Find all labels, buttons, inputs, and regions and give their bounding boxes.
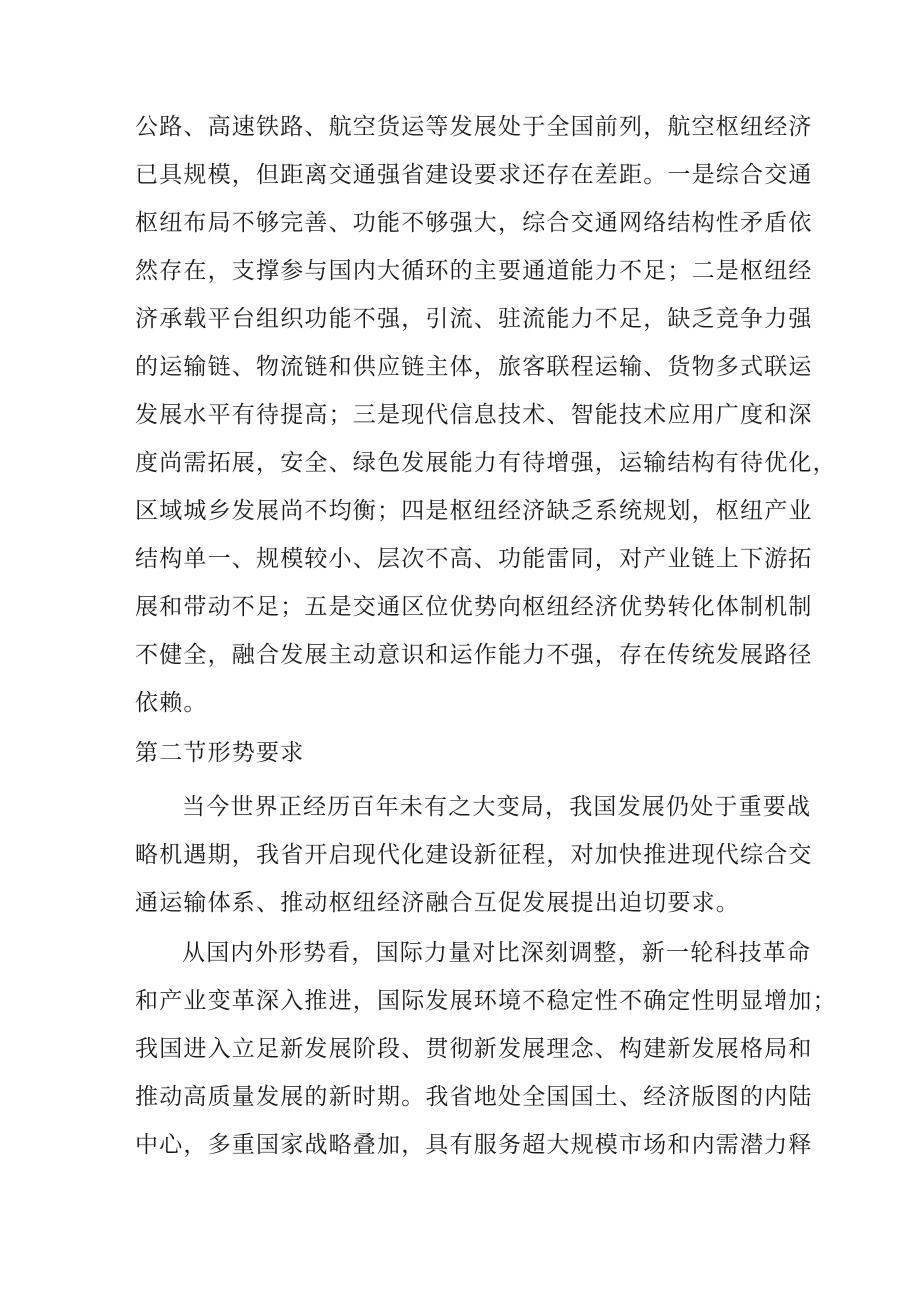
- paragraph-line: 济承载平台组织功能不强，引流、驻流能力不足，缺乏竞争力强: [135, 306, 813, 332]
- paragraph-line: 展和带动不足；五是交通区位优势向枢纽经济优势转化体制机制: [135, 594, 813, 620]
- paragraph-line: 已具规模，但距离交通强省建设要求还存在差距。一是综合交通: [135, 162, 813, 188]
- paragraph-line: 度尚需拓展，安全、绿色发展能力有待增强，运输结构有待优化，: [135, 450, 837, 476]
- paragraph-line: 区域城乡发展尚不均衡；四是枢纽经济缺乏系统规划，枢纽产业: [135, 498, 813, 524]
- paragraph-line: 中心，多重国家战略叠加，具有服务超大规模市场和内需潜力释: [135, 1132, 813, 1158]
- paragraph-line: 依赖。: [135, 690, 208, 716]
- section-heading: 第二节形势要求: [135, 740, 305, 766]
- paragraph-line: 然存在，支撑参与国内大循环的主要通道能力不足；二是枢纽经: [135, 258, 813, 284]
- paragraph-line: 的运输链、物流链和供应链主体，旅客联程运输、货物多式联运: [135, 354, 813, 380]
- paragraph-line: 结构单一、规模较小、层次不高、功能雷同，对产业链上下游拓: [135, 546, 813, 572]
- paragraph-line: 枢纽布局不够完善、功能不够强大，综合交通网络结构性矛盾依: [135, 210, 813, 236]
- paragraph-line: 从国内外形势看，国际力量对比深刻调整，新一轮科技革命: [182, 940, 812, 966]
- paragraph-line: 和产业变革深入推进，国际发展环境不稳定性不确定性明显增加；: [135, 988, 837, 1014]
- paragraph-line: 公路、高速铁路、航空货运等发展处于全国前列，航空枢纽经济: [135, 114, 813, 140]
- paragraph-line: 当今世界正经历百年未有之大变局，我国发展仍处于重要战: [182, 794, 812, 820]
- paragraph-line: 推动高质量发展的新时期。我省地处全国国土、经济版图的内陆: [135, 1084, 813, 1110]
- paragraph-line: 发展水平有待提高；三是现代信息技术、智能技术应用广度和深: [135, 402, 813, 428]
- paragraph-line: 我国进入立足新发展阶段、贯彻新发展理念、构建新发展格局和: [135, 1036, 813, 1062]
- paragraph-line: 不健全，融合发展主动意识和运作能力不强，存在传统发展路径: [135, 642, 813, 668]
- paragraph-line: 略机遇期，我省开启现代化建设新征程，对加快推进现代综合交: [135, 842, 813, 868]
- paragraph-line: 通运输体系、推动枢纽经济融合互促发展提出迫切要求。: [135, 890, 740, 916]
